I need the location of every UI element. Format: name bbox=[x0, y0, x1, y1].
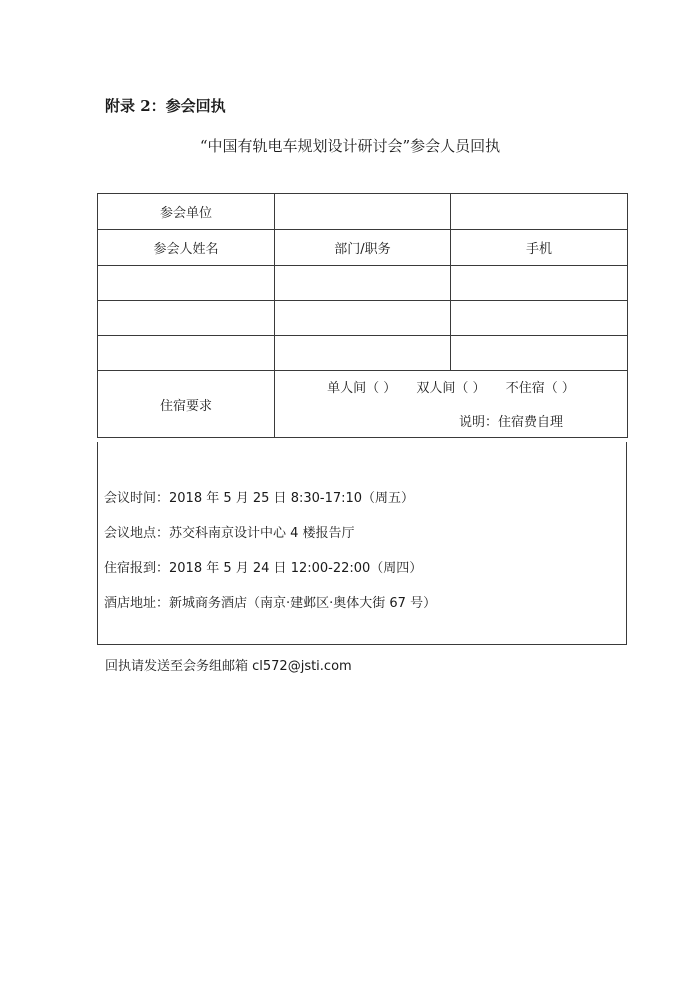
email-note: 回执请发送至会务组邮箱 cl572@jsti.com bbox=[105, 659, 352, 674]
department-cell[interactable] bbox=[275, 266, 451, 301]
double-room-option[interactable]: 双人间（ ） bbox=[416, 381, 486, 396]
lodging-options-cell bbox=[275, 371, 628, 438]
table-header-row bbox=[98, 230, 628, 266]
unit-input-cell-extra[interactable] bbox=[451, 194, 628, 230]
unit-input-cell[interactable] bbox=[275, 194, 451, 230]
phone-cell[interactable] bbox=[451, 266, 628, 301]
meeting-time: 会议时间：2018 年 5 月 25 日 8:30-17:10（周五） bbox=[104, 491, 415, 506]
name-cell[interactable] bbox=[98, 301, 275, 336]
name-cell[interactable] bbox=[98, 336, 275, 371]
single-room-option[interactable]: 单人间（ ） bbox=[327, 381, 397, 396]
table-row bbox=[98, 301, 628, 336]
header-phone: 手机 bbox=[451, 230, 628, 266]
lodging-label: 住宿要求 bbox=[98, 371, 275, 438]
hotel-address: 酒店地址：新城商务酒店（南京·建邺区·奥体大街 67 号） bbox=[104, 596, 437, 611]
header-department: 部门/职务 bbox=[275, 230, 451, 266]
lodging-row bbox=[98, 371, 628, 438]
registration-form-table bbox=[97, 193, 628, 438]
lodging-note: 说明：住宿费自理 bbox=[458, 415, 563, 430]
phone-cell[interactable] bbox=[451, 301, 628, 336]
lodging-options bbox=[275, 380, 627, 398]
document-title: “中国有轨电车规划设计研讨会”参会人员回执 bbox=[199, 137, 501, 155]
meeting-info-box bbox=[97, 442, 627, 645]
department-cell[interactable] bbox=[275, 336, 451, 371]
checkin-time: 住宿报到：2018 年 5 月 24 日 12:00-22:00（周四） bbox=[104, 561, 423, 576]
name-cell[interactable] bbox=[98, 266, 275, 301]
meeting-place: 会议地点：苏交科南京设计中心 4 楼报告厅 bbox=[104, 526, 355, 541]
table-row bbox=[98, 336, 628, 371]
header-name: 参会人姓名 bbox=[98, 230, 275, 266]
unit-label: 参会单位 bbox=[98, 194, 275, 230]
appendix-label: 附录 2：参会回执 bbox=[105, 97, 226, 115]
department-cell[interactable] bbox=[275, 301, 451, 336]
no-lodging-option[interactable]: 不住宿（ ） bbox=[505, 381, 575, 396]
phone-cell[interactable] bbox=[451, 336, 628, 371]
table-row bbox=[98, 266, 628, 301]
unit-row bbox=[98, 194, 628, 230]
